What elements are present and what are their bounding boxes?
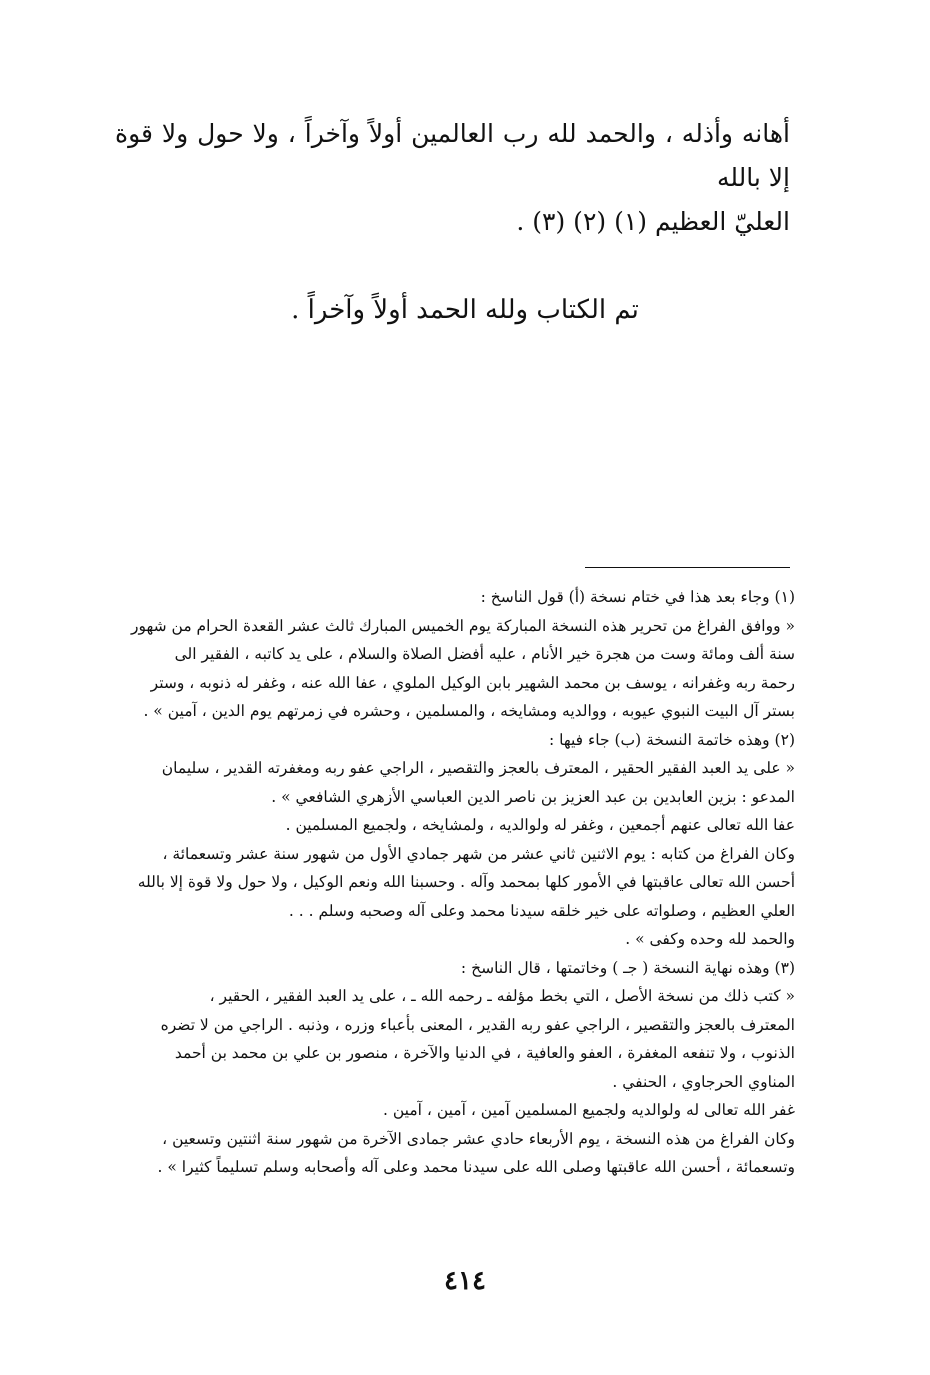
- footnote-line: « على يد العبد الفقير الحقير ، المعترف بالعجز والتقصير ، الراجي عفو ربه ومغفرته القدير ، سليمان: [161, 759, 795, 777]
- footnote-line: (١) وجاء بعد هذا في ختام نسخة (أ) قول الناسخ :: [480, 588, 795, 606]
- footnotes-section: [115, 583, 795, 1182]
- footnote-line: أحسن الله تعالى عاقبتها في الأمور كلها بمحمد وآله . وحسبنا الله ونعم الوكيل ، ولا حول ولا قوة إلا بالله: [137, 873, 795, 891]
- footnote-line: « كتب ذلك من نسخة الأصل ، التي بخط مؤلفه ـ رحمه الله ـ ، على يد العبد الفقير ، الحقير ،: [209, 987, 795, 1005]
- footnote-2: [115, 726, 795, 954]
- footnote-line: المناوي الحرجاوي ، الحنفي .: [612, 1072, 795, 1091]
- footnote-line: وكان الفراغ من هذه النسخة ، يوم الأربعاء حادي عشر جمادى الآخرة من شهور سنة اثنتين وتسعين ،: [162, 1129, 795, 1148]
- colophon-heading: تم الكتاب ولله الحمد أولاً وآخراً .: [291, 295, 639, 325]
- footnote-line: المدعو : بزين العابدين بن عبد العزيز بن ناصر الدين العباسي الأزهري الشافعي » .: [271, 787, 795, 806]
- footnote-line: والحمد لله وحده وكفى » .: [625, 930, 795, 948]
- footnote-line: رحمة ربه وغفرانه ، يوسف بن محمد الشهير بابن الوكيل الملوي ، عفا الله عنه ، وغفر له ذنوبه ، وستر: [150, 673, 795, 692]
- footnote-line: (٣) وهذه نهاية النسخة ( جـ ) وخاتمتها ، قال الناسخ :: [460, 958, 795, 977]
- footnote-line: سنة ألف ومائة وست من هجرة خير الأنام ، عليه أفضل الصلاة والسلام ، على يد كاتبه ، الفقير الى: [174, 645, 795, 663]
- page-number: ٤١٤: [444, 1266, 486, 1296]
- footnote-3: [115, 954, 795, 1182]
- footnote-line: المعترف بالعجز والتقصير ، الراجي عفو ربه القدير ، المعنى بأعباء وزره ، وذنبه . الراجي من لا تضره: [160, 1015, 795, 1034]
- footnote-1: [115, 583, 795, 726]
- footnote-line: « ووافق الفراغ من تحرير هذه النسخة المباركة يوم الخميس المبارك ثالث عشر القعدة الحرام من شهور: [130, 616, 795, 635]
- footnote-line: الذنوب ، ولا تنفعه المغفرة ، العفو والعافية ، في الدنيا والآخرة ، منصور بن علي بن محمد بن أحمد: [174, 1044, 795, 1062]
- footnote-line: عفا الله تعالى عنهم أجمعين ، وغفر له ولوالديه ، ولمشايخه ، ولجميع المسلمين .: [285, 816, 795, 834]
- footnote-line: غفر الله تعالى له ولوالديه ولجميع المسلمين آمين ، آمين ، آمين .: [383, 1101, 795, 1119]
- main-text-line: العليّ العظيم (١) (٢) (٣) .: [516, 207, 790, 236]
- footnote-line: بستر آل البيت النبوي عيوبه ، ووالديه ومشايخه ، والمسلمين ، وحشره في زمرتهم يوم الدين ، آمين » .: [143, 702, 795, 720]
- main-text-block: [115, 112, 790, 244]
- footnote-separator: [585, 567, 790, 568]
- footnote-line: العلي العظيم ، وصلواته على خير خلقه سيدنا محمد وعلى آله وصحبه وسلم . . .: [288, 901, 795, 920]
- footnote-line: (٢) وهذه خاتمة النسخة (ب) جاء فيها :: [548, 730, 795, 749]
- main-text-line: أهانه وأذله ، والحمد لله رب العالمين أولاً وآخراً ، ولا حول ولا قوة إلا بالله: [115, 119, 790, 192]
- footnote-line: وكان الفراغ من كتابه : يوم الاثنين ثاني عشر من شهر جمادي الأول من شهور سنة عشر وتسعمائة ،: [162, 844, 795, 863]
- footnote-line: وتسعمائة ، أحسن الله عاقبتها وصلى الله على سيدنا محمد وعلى آله وأصحابه وسلم تسليماً كثيرا » .: [157, 1158, 795, 1176]
